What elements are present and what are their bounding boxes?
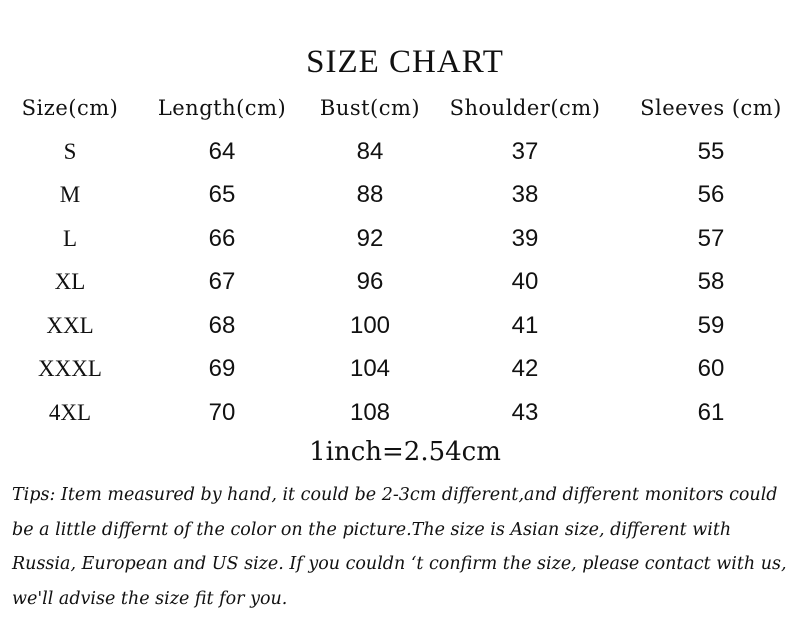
cell-sleeves: 60 xyxy=(697,355,725,382)
cell-bust: 88 xyxy=(356,181,384,208)
cell-bust: 100 xyxy=(349,311,391,339)
cell-bust: 84 xyxy=(356,137,384,165)
cell-length: 65 xyxy=(208,181,236,208)
cell-bust: 92 xyxy=(356,224,384,252)
cell-sleeves: 58 xyxy=(697,268,725,295)
cell-size: S xyxy=(63,138,77,164)
cell-sleeves: 59 xyxy=(697,311,725,339)
tips-paragraph: Tips: Item measured by hand, it could be 2-3cm different,and different monitors could be a little differnt of the color on the picture.The size is Asian size, different with Russia, European and US size. If you couldn ‘t confirm the size, please contact with us, we'll advise the size fit for you. xyxy=(12,485,787,609)
cell-shoulder: 37 xyxy=(511,137,539,165)
cell-shoulder: 40 xyxy=(511,268,539,295)
table-row xyxy=(0,393,800,437)
cell-size: M xyxy=(59,182,81,207)
header-bust: Bust(cm) xyxy=(319,96,421,120)
header-sleeves: Sleeves (cm) xyxy=(640,96,782,120)
cell-bust: 104 xyxy=(349,355,391,382)
header-length: Length(cm) xyxy=(157,96,287,120)
cell-length: 66 xyxy=(208,224,236,252)
size-table xyxy=(0,88,800,436)
cell-length: 70 xyxy=(208,398,236,426)
table-row xyxy=(0,306,800,350)
inch-conversion-note: 1inch=2.54cm xyxy=(309,437,501,467)
cell-size: L xyxy=(62,225,78,251)
table-row xyxy=(0,219,800,263)
table-row xyxy=(0,132,800,176)
cell-bust: 108 xyxy=(349,398,391,426)
cell-length: 69 xyxy=(208,355,236,382)
cell-size: XXL xyxy=(46,312,94,338)
table-row xyxy=(0,175,800,219)
cell-sleeves: 56 xyxy=(697,181,725,208)
cell-shoulder: 42 xyxy=(511,355,539,382)
cell-sleeves: 57 xyxy=(697,224,725,252)
header-shoulder: Shoulder(cm) xyxy=(449,96,601,120)
cell-sleeves: 55 xyxy=(697,137,725,165)
cell-bust: 96 xyxy=(356,268,384,295)
cell-shoulder: 41 xyxy=(511,311,539,339)
cell-shoulder: 38 xyxy=(511,181,539,208)
cell-shoulder: 43 xyxy=(511,398,539,426)
cell-length: 64 xyxy=(208,137,236,165)
cell-size: 4XL xyxy=(48,399,92,425)
header-size: Size(cm) xyxy=(21,96,119,120)
cell-size: XL xyxy=(54,269,86,294)
cell-length: 68 xyxy=(208,311,236,339)
table-header-row xyxy=(0,88,800,132)
cell-sleeves: 61 xyxy=(697,398,725,426)
table-row xyxy=(0,349,800,393)
table-row xyxy=(0,262,800,306)
cell-shoulder: 39 xyxy=(511,224,539,252)
cell-length: 67 xyxy=(208,268,236,295)
size-chart-title: SIZE CHART xyxy=(306,44,504,80)
cell-size: XXXL xyxy=(38,356,102,381)
